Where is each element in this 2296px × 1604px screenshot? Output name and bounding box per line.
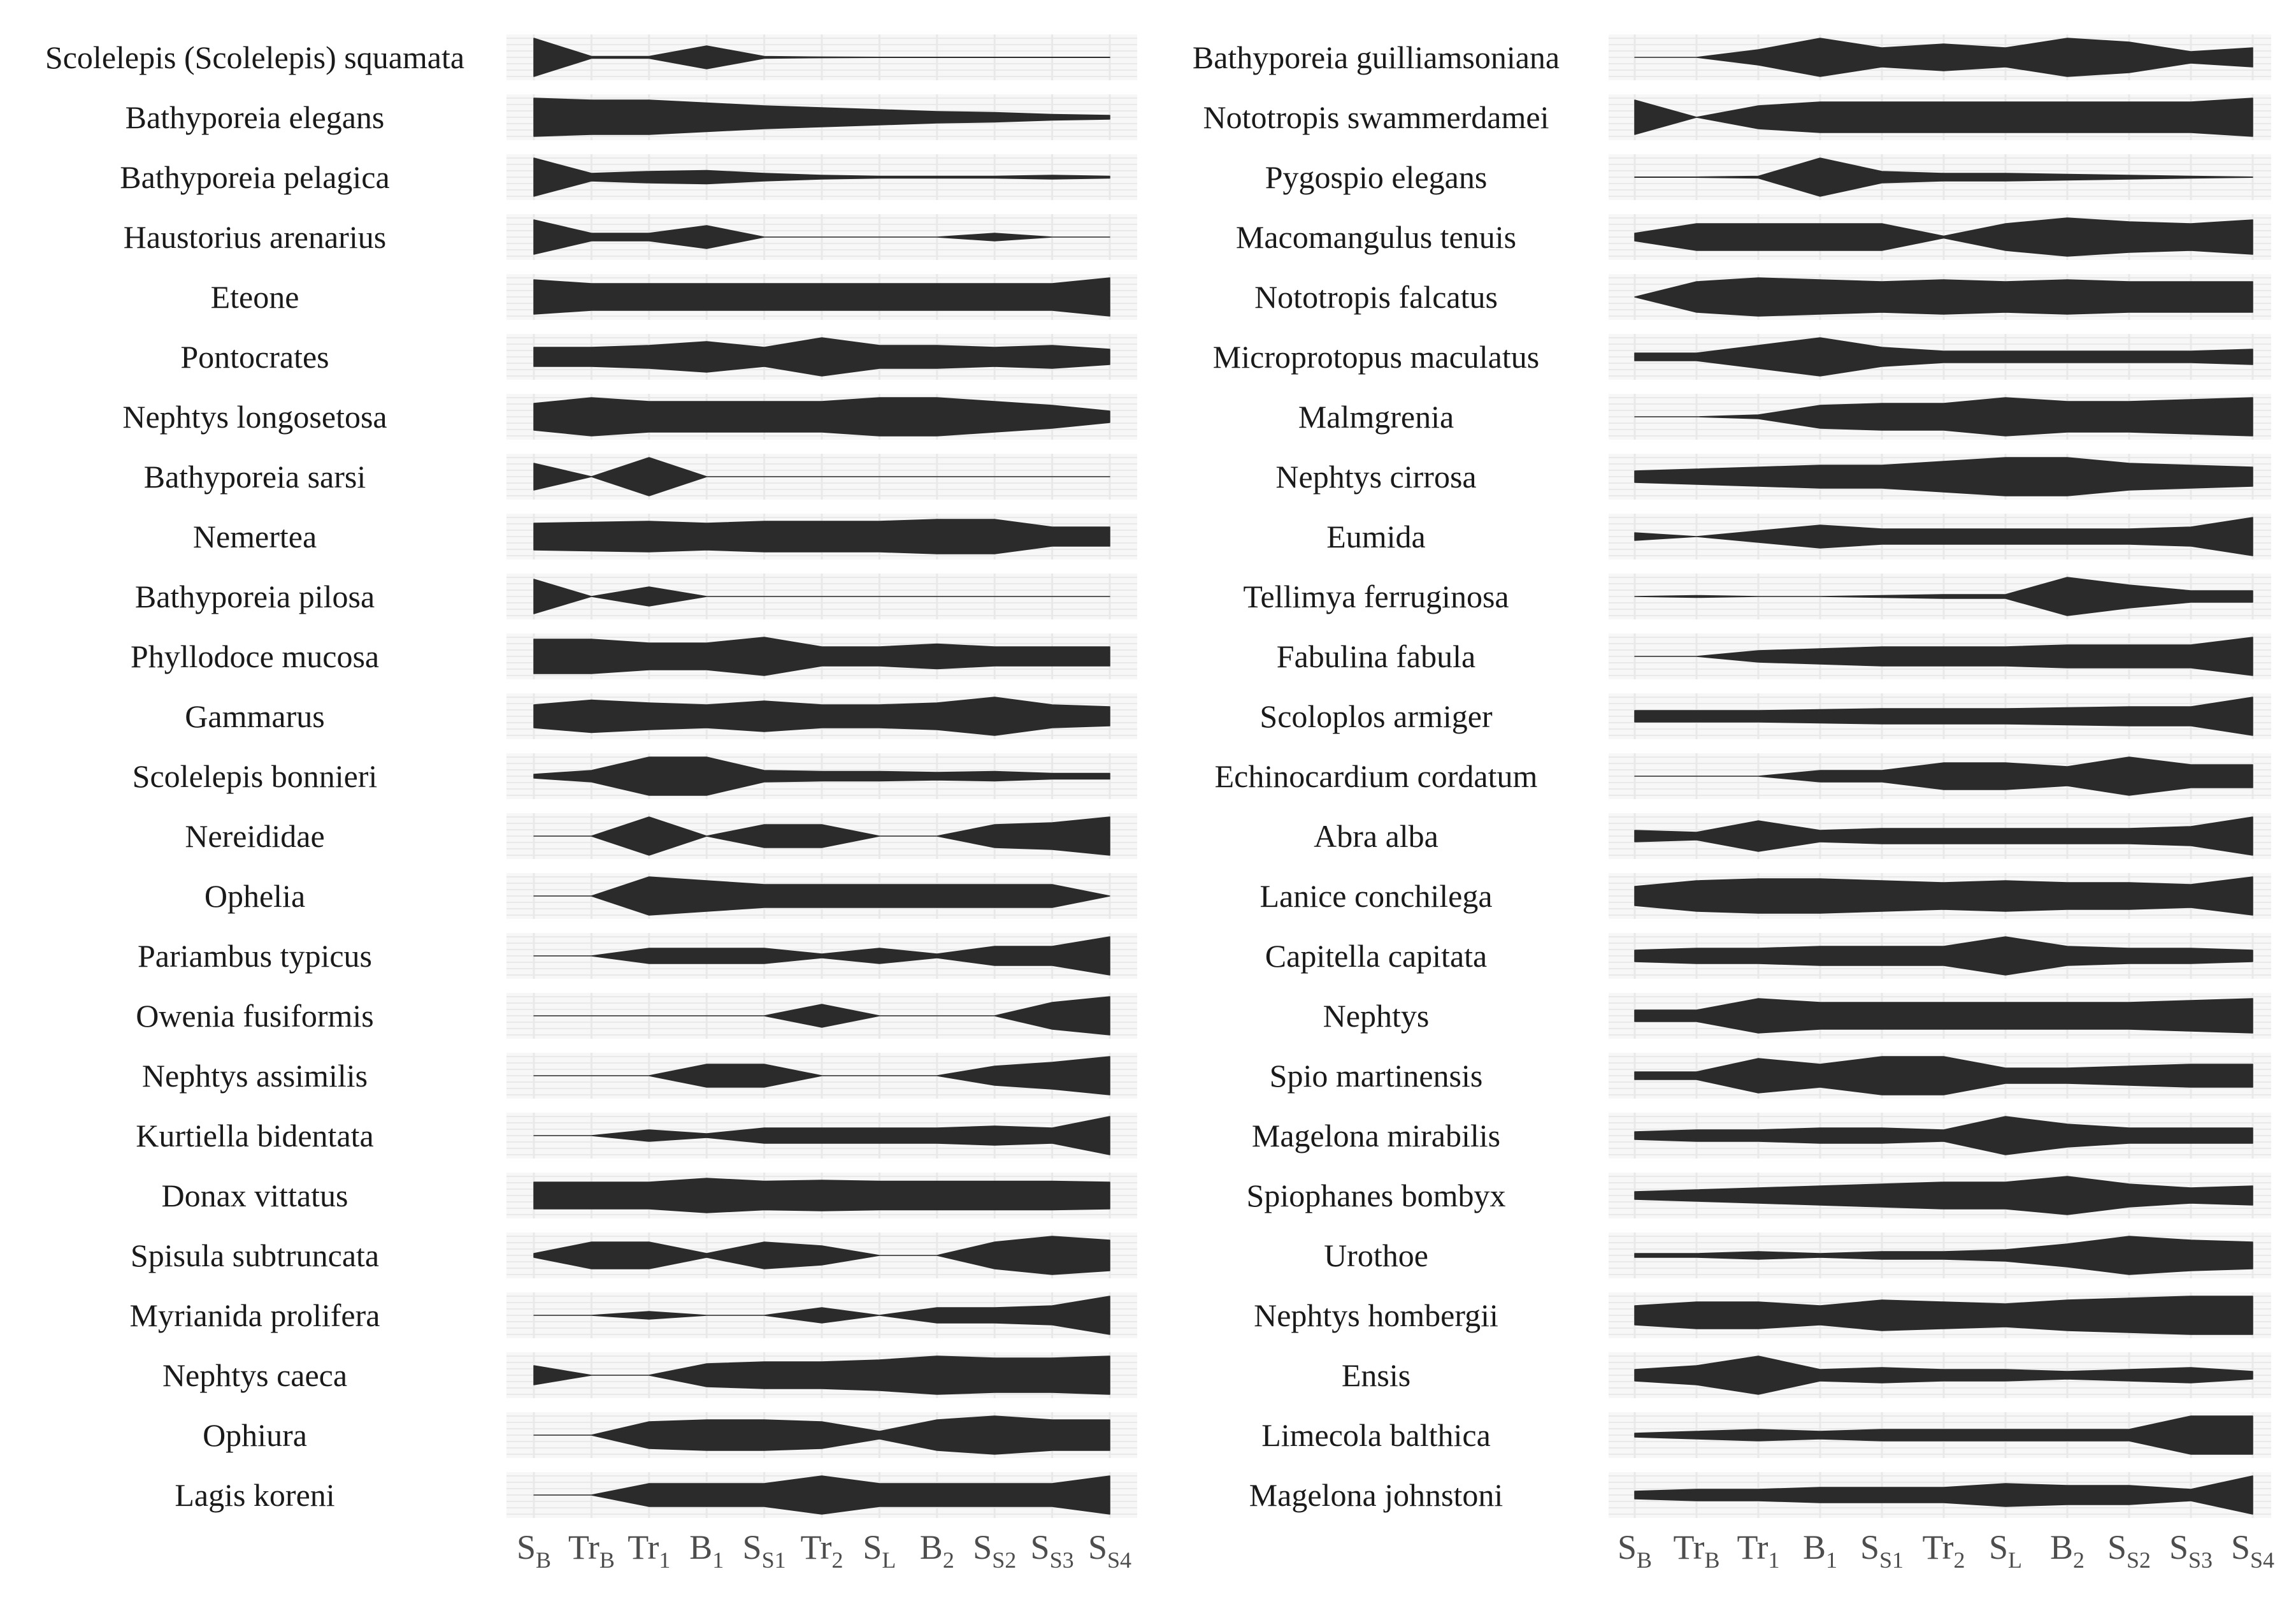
species-row [136,1113,1137,1159]
species-row [1215,753,2271,799]
abundance-ribbon [1635,1296,2253,1334]
species-label: Capitella capitata [1265,938,1488,974]
abundance-ribbon [534,1178,1110,1213]
species-label: Nototropis falcatus [1254,279,1498,315]
x-tick-label: $Tr_B$ [568,1528,615,1573]
species-row [161,1173,1137,1218]
species-label: Scolelepis bonnieri [132,758,378,794]
species-row [1254,274,2271,320]
species-label: Nephtys cirrosa [1275,459,1477,495]
x-tick-label: $B_1$ [1802,1528,1838,1573]
species-label: Pontocrates [180,339,329,375]
species-label: Bathyporeia pilosa [134,579,375,614]
species-label: Phyllodoce mucosa [130,639,380,674]
species-label: Spiophanes bombyx [1246,1178,1506,1213]
x-tick-label: $Tr_1$ [628,1528,671,1573]
species-label: Nephtys hombergii [1254,1297,1498,1333]
x-tick-label: $S_{S4}$ [1087,1528,1132,1573]
species-row [1298,394,2271,440]
abundance-ribbon [534,519,1110,554]
species-label: Macomangulus tenuis [1235,219,1517,255]
abundance-ribbon [534,398,1110,436]
species-label: Ophiura [203,1417,307,1453]
species-row [1252,1113,2271,1159]
species-row [1193,34,2271,80]
species-row [180,334,1137,380]
species-label: Nototropis swammerdamei [1203,99,1549,135]
x-tick-label: $Tr_2$ [1922,1528,1965,1573]
species-label: Owenia fusiformis [136,998,374,1034]
species-row [1259,873,2271,919]
species-label: Spio martinensis [1269,1058,1483,1094]
species-label: Eteone [210,279,299,315]
species-label: Bathyporeia sarsi [143,459,366,495]
x-tick-label: $S_L$ [863,1528,896,1573]
species-label: Myrianida prolifera [129,1297,380,1333]
species-row [1277,633,2271,679]
species-label: Echinocardium cordatum [1214,758,1538,794]
species-row [1254,1292,2271,1338]
species-row [133,753,1137,799]
species-row [122,394,1137,440]
x-tick-label: $S_{S1}$ [1860,1528,1904,1573]
x-tick-label: $Tr_2$ [800,1528,843,1573]
x-tick-label: $S_{S4}$ [2230,1528,2275,1573]
species-label: Tellimya ferruginosa [1243,579,1509,614]
species-row [1213,334,2271,380]
species-label: Pariambus typicus [137,938,373,974]
species-label: Bathyporeia elegans [125,99,385,135]
species-label: Abra alba [1314,818,1439,854]
species-label: Ophelia [204,878,306,914]
abundance-ribbon [534,278,1110,316]
species-row [1275,454,2271,500]
species-label: Magelona johnstoni [1249,1477,1503,1513]
species-label: Nephtys caeca [162,1357,348,1393]
species-row [142,1053,1137,1099]
species-row [1261,1412,2271,1458]
species-row [135,574,1137,619]
species-row [131,1232,1137,1278]
species-label: Lagis koreni [175,1477,335,1513]
species-label: Bathyporeia pelagica [120,159,390,195]
species-row [1236,214,2271,260]
species-label: Pygospio elegans [1265,159,1488,195]
x-tick-label: $S_B$ [1617,1528,1653,1573]
x-tick-label: $Tr_B$ [1673,1528,1720,1573]
species-row [1203,94,2271,140]
species-label: Lanice conchilega [1259,878,1493,914]
species-label: Fabulina fabula [1276,639,1476,674]
species-label: Nephtys [1323,998,1430,1034]
species-label: Bathyporeia guilliamsoniana [1192,40,1560,75]
species-row [144,454,1137,500]
species-row [138,933,1137,979]
abundance-ribbon [1635,278,2253,316]
x-tick-label: $S_{S3}$ [2169,1528,2213,1573]
species-label: Eumida [1326,519,1426,554]
species-row [1249,1472,2271,1518]
species-row [130,1292,1137,1338]
species-label: Microprotopus maculatus [1212,339,1540,375]
species-label: Scoloplos armiger [1259,698,1493,734]
species-label: Nemertea [192,519,317,554]
x-tick-label: $S_L$ [1988,1528,2023,1573]
x-tick-label: $S_B$ [516,1528,552,1573]
species-label: Nephtys longosetosa [122,399,387,435]
species-row [1270,1053,2271,1099]
species-row [1265,933,2271,979]
x-tick-label: $S_{S1}$ [742,1528,786,1573]
species-label: Ensis [1341,1357,1411,1393]
species-row [124,214,1137,260]
species-row [175,1472,1137,1518]
x-tick-label: $B_2$ [2049,1528,2085,1573]
species-label: Malmgrenia [1298,399,1454,435]
x-tick-label: $S_{S2}$ [2107,1528,2151,1573]
species-row [162,1352,1137,1398]
species-label: Donax vittatus [161,1178,348,1213]
species-row [1247,1173,2271,1218]
species-row [1259,693,2271,739]
species-row [126,94,1137,140]
x-tick-label: $Tr_1$ [1737,1528,1780,1573]
species-label: Urothoe [1324,1238,1428,1273]
species-row [45,34,1137,80]
species-label: Scolelepis (Scolelepis) squamata [45,40,465,75]
species-label: Magelona mirabilis [1251,1118,1501,1153]
species-label: Gammarus [185,698,325,734]
species-label: Spisula subtruncata [130,1238,380,1273]
x-tick-label: $B_2$ [919,1528,954,1573]
species-label: Kurtiella bidentata [136,1118,374,1153]
species-label: Limecola balthica [1261,1417,1491,1453]
x-tick-label: $S_{S2}$ [973,1528,1017,1573]
species-label: Nereididae [185,818,325,854]
species-row [131,633,1137,679]
species-row [136,993,1137,1039]
x-tick-label: $S_{S3}$ [1030,1528,1074,1573]
species-label: Haustorius arenarius [123,219,387,255]
species-row [1243,574,2271,619]
species-label: Nephtys assimilis [141,1058,368,1094]
species-row [1265,154,2271,200]
species-row [120,154,1137,200]
x-tick-label: $B_1$ [689,1528,724,1573]
